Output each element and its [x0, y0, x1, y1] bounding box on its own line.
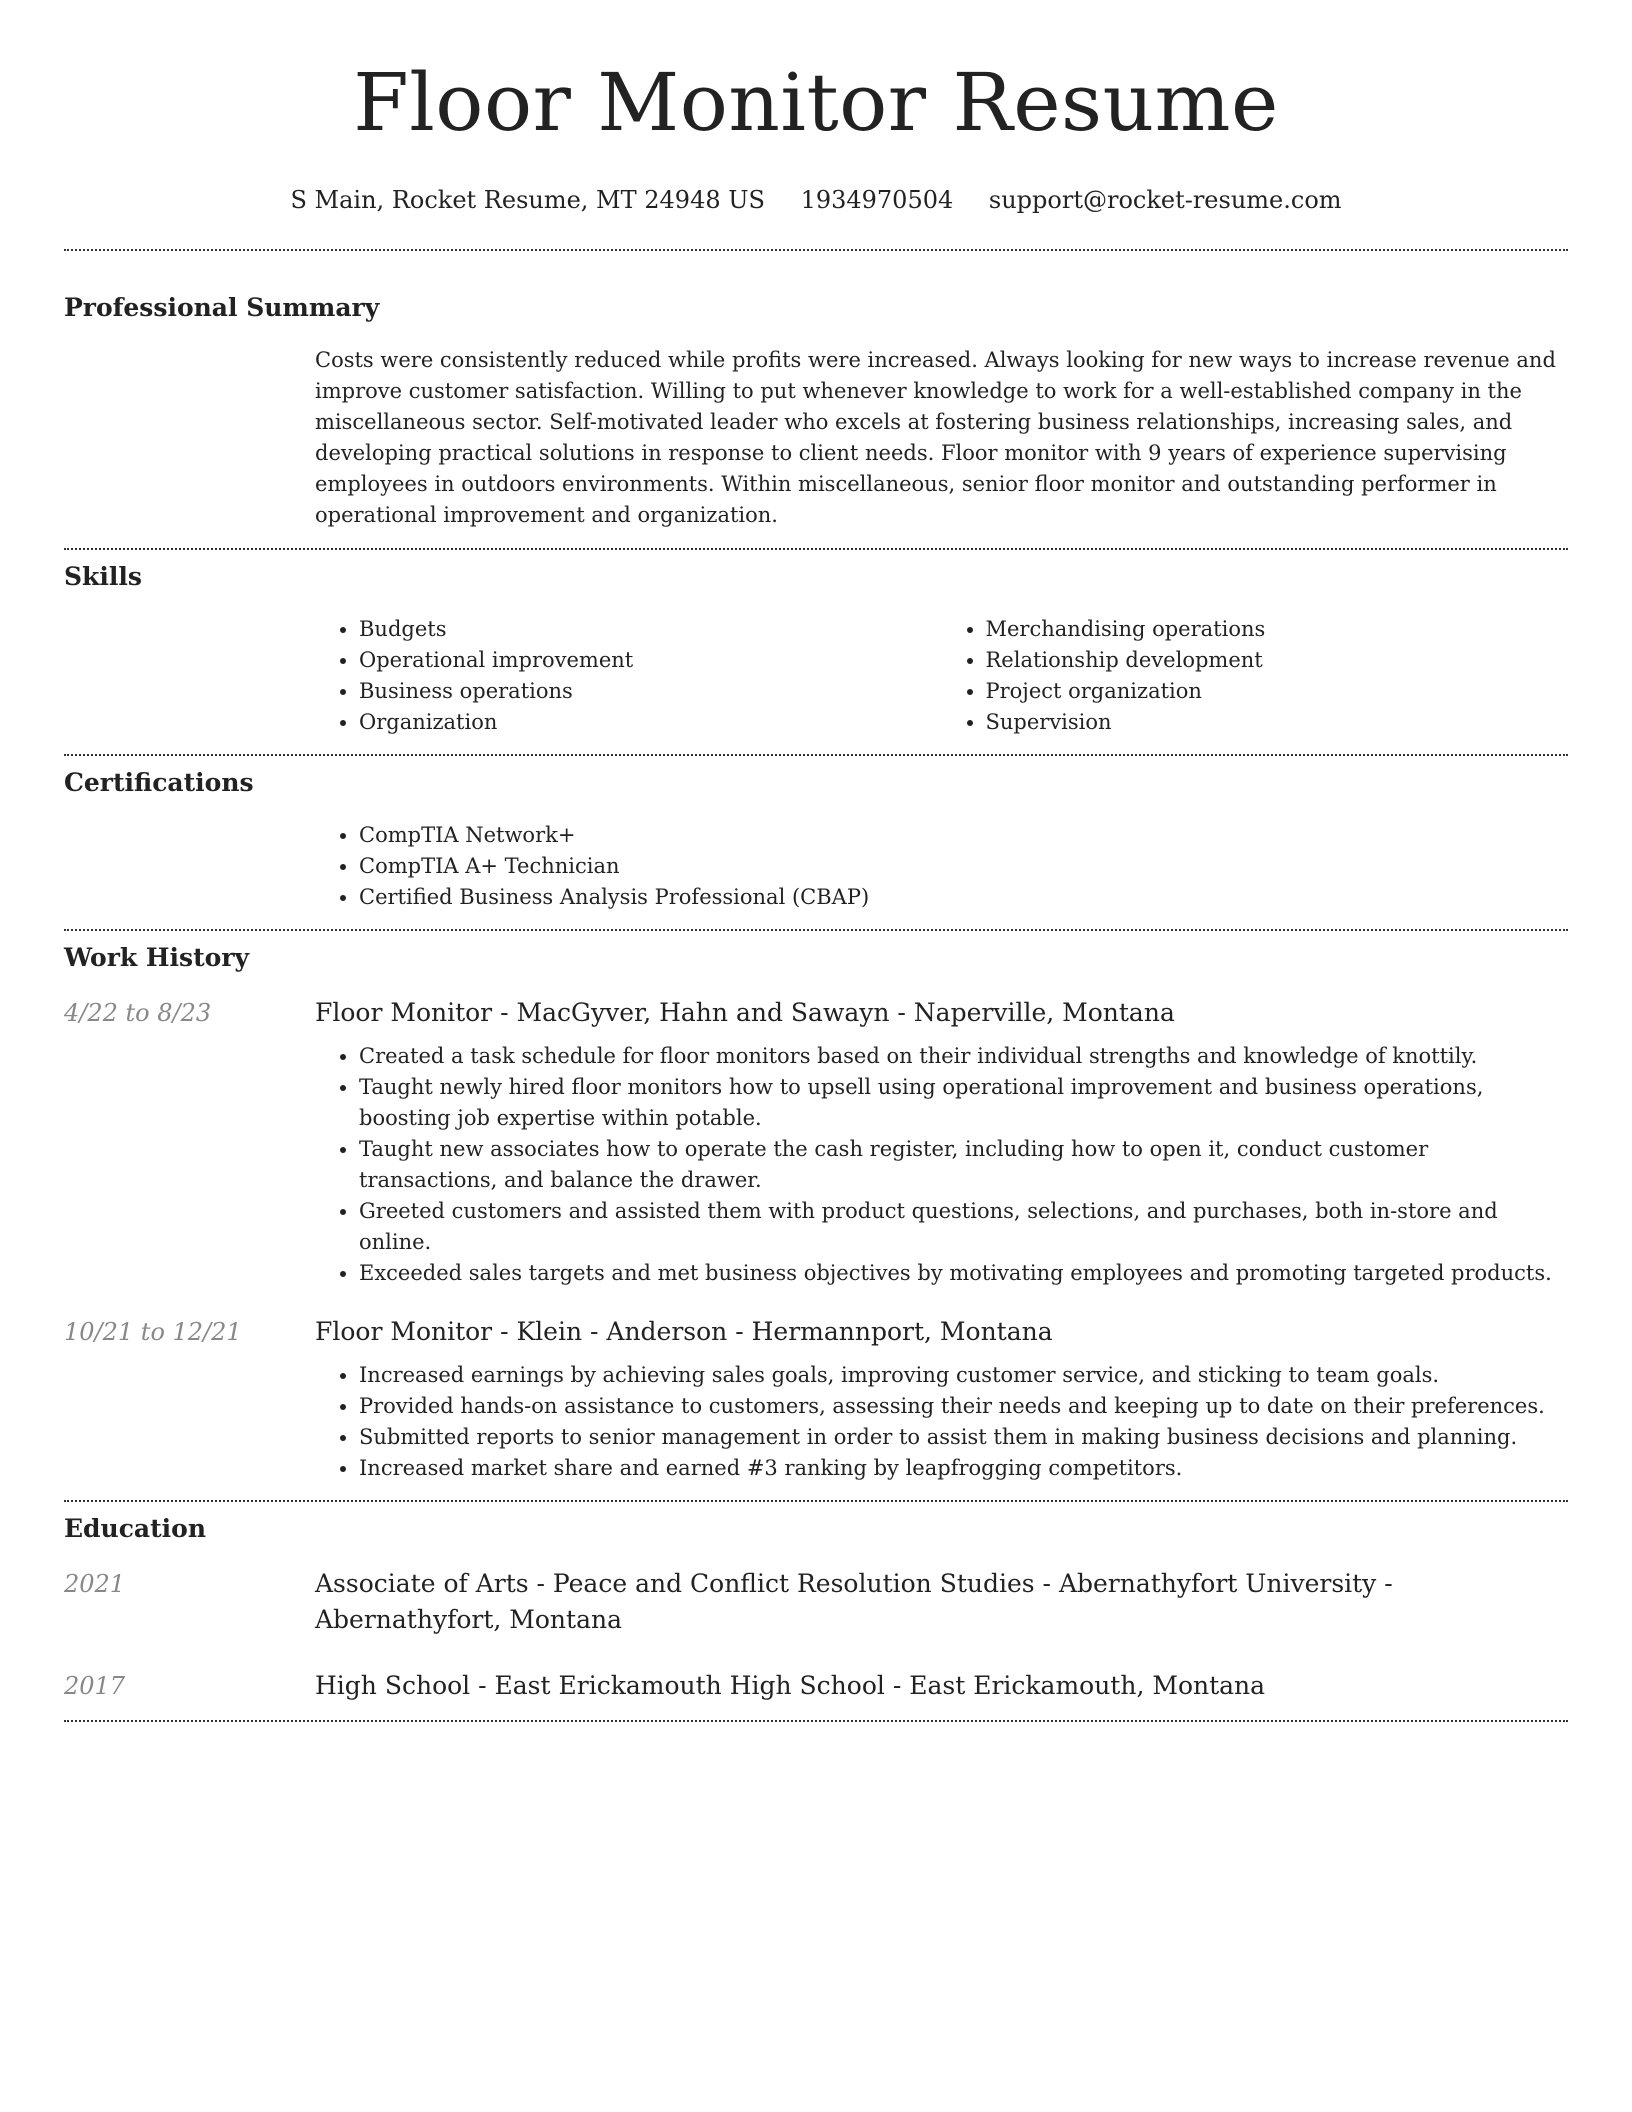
skills-list-left	[315, 614, 942, 738]
job-bullet: • Greeted customers and assisted them with product questions, selections, and purchases, both in-store and online.	[359, 1196, 1568, 1258]
skill-item: • Project organization	[986, 676, 1569, 707]
job-heading	[315, 1314, 1568, 1350]
certification-item: • CompTIA Network+	[359, 820, 1568, 851]
job-bullet: • Created a task schedule for floor monitors based on their individual strengths and knowledge of knottily.	[359, 1041, 1568, 1072]
job-heading	[315, 995, 1568, 1031]
job-company: - Klein - Anderson - Hermannport, Montana	[492, 1317, 1053, 1346]
job-date: 10/21 to 12/21	[64, 1318, 242, 1346]
work-history-section	[64, 943, 1568, 1484]
resume-title: Floor Monitor Resume	[353, 56, 1279, 149]
skills-grid	[315, 614, 1568, 738]
contact-email: support@rocket-resume.com	[988, 186, 1342, 214]
resume-page	[64, 0, 1568, 1722]
job-entry	[64, 1314, 1568, 1484]
skills-list-right	[942, 614, 1569, 738]
education-entry	[64, 1668, 1568, 1704]
education-details	[315, 1566, 1568, 1638]
divider	[64, 1720, 1568, 1722]
contact-address: S Main, Rocket Resume, MT 24948 US	[290, 186, 765, 214]
job-role: Floor Monitor	[315, 1317, 493, 1346]
divider	[64, 929, 1568, 931]
skill-item: • Operational improvement	[359, 645, 942, 676]
job-bullet: • Taught newly hired floor monitors how to upsell using operational improvement and business operations, boosting job expertise within potable.	[359, 1072, 1568, 1134]
skill-item: • Organization	[359, 707, 942, 738]
divider	[64, 1500, 1568, 1502]
skill-item: • Relationship development	[986, 645, 1569, 676]
education-heading: Education	[64, 1514, 207, 1543]
skill-item: • Merchandising operations	[986, 614, 1569, 645]
job-bullet: • Taught new associates how to operate the cash register, including how to open it, conduct customer transactions, and balance the drawer.	[359, 1134, 1568, 1196]
skill-item: • Supervision	[986, 707, 1569, 738]
job-bullet: • Increased market share and earned #3 ranking by leapfrogging competitors.	[359, 1453, 1568, 1484]
job-bullets	[315, 1041, 1568, 1289]
education-date: 2017	[64, 1672, 126, 1700]
skill-item: • Business operations	[359, 676, 942, 707]
job-bullet: • Increased earnings by achieving sales goals, improving customer service, and sticking to team goals.	[359, 1360, 1568, 1391]
skills-section	[64, 562, 1568, 738]
certification-item: • CompTIA A+ Technician	[359, 851, 1568, 882]
education-degree: High School	[315, 1671, 471, 1700]
divider	[64, 754, 1568, 756]
education-degree: Associate of Arts - Peace and Conflict Resolution Studies	[315, 1569, 1035, 1598]
job-role: Floor Monitor	[315, 998, 493, 1027]
certifications-content	[315, 820, 1568, 913]
summary-heading: Professional Summary	[64, 293, 380, 322]
contact-line	[64, 185, 1568, 215]
education-details	[315, 1668, 1568, 1704]
job-company: - MacGyver, Hahn and Sawayn - Naperville, Montana	[492, 998, 1175, 1027]
skill-item: • Budgets	[359, 614, 942, 645]
job-entry	[64, 995, 1568, 1289]
job-details	[315, 1314, 1568, 1484]
certifications-section	[64, 768, 1568, 913]
education-school: - Abernathyfort University - Abernathyfort, Montana	[315, 1569, 1393, 1634]
education-date: 2021	[64, 1570, 126, 1598]
education-section	[64, 1514, 1568, 1704]
certifications-list	[315, 820, 1568, 913]
summary-text: Costs were consistently reduced while profits were increased. Always looking for new ways to increase revenue and improve customer satisfaction. Willing to put whenever knowledge to work for a well-established company in the miscellaneous sector. Self-motivated leader who excels at fostering business relationships, increasing sales, and developing practical solutions in response to client needs. Floor monitor with 9 years of experience supervising employees in outdoors environments. Within miscellaneous, senior floor monitor and outstanding performer in operational improvement and organization.	[315, 348, 1556, 527]
education-entry	[64, 1566, 1568, 1638]
certification-item: • Certified Business Analysis Professional (CBAP)	[359, 882, 1568, 913]
skills-heading: Skills	[64, 562, 142, 591]
work-history-heading: Work History	[64, 943, 250, 972]
contact-phone: 1934970504	[800, 186, 954, 214]
job-bullet: • Provided hands-on assistance to customers, assessing their needs and keeping up to date on their preferences.	[359, 1391, 1568, 1422]
education-school: - East Erickamouth High School - East Erickamouth, Montana	[470, 1671, 1266, 1700]
job-bullets	[315, 1360, 1568, 1484]
job-details	[315, 995, 1568, 1289]
divider	[64, 249, 1568, 251]
job-date: 4/22 to 8/23	[64, 999, 212, 1027]
job-bullet: • Exceeded sales targets and met business objectives by motivating employees and promoting targeted products.	[359, 1258, 1568, 1289]
divider	[64, 548, 1568, 550]
certifications-heading: Certifications	[64, 768, 254, 797]
job-bullet: • Submitted reports to senior management in order to assist them in making business decisions and planning.	[359, 1422, 1568, 1453]
education-heading-line	[315, 1566, 1568, 1638]
summary-section	[64, 293, 1568, 531]
education-heading-line	[315, 1668, 1568, 1704]
